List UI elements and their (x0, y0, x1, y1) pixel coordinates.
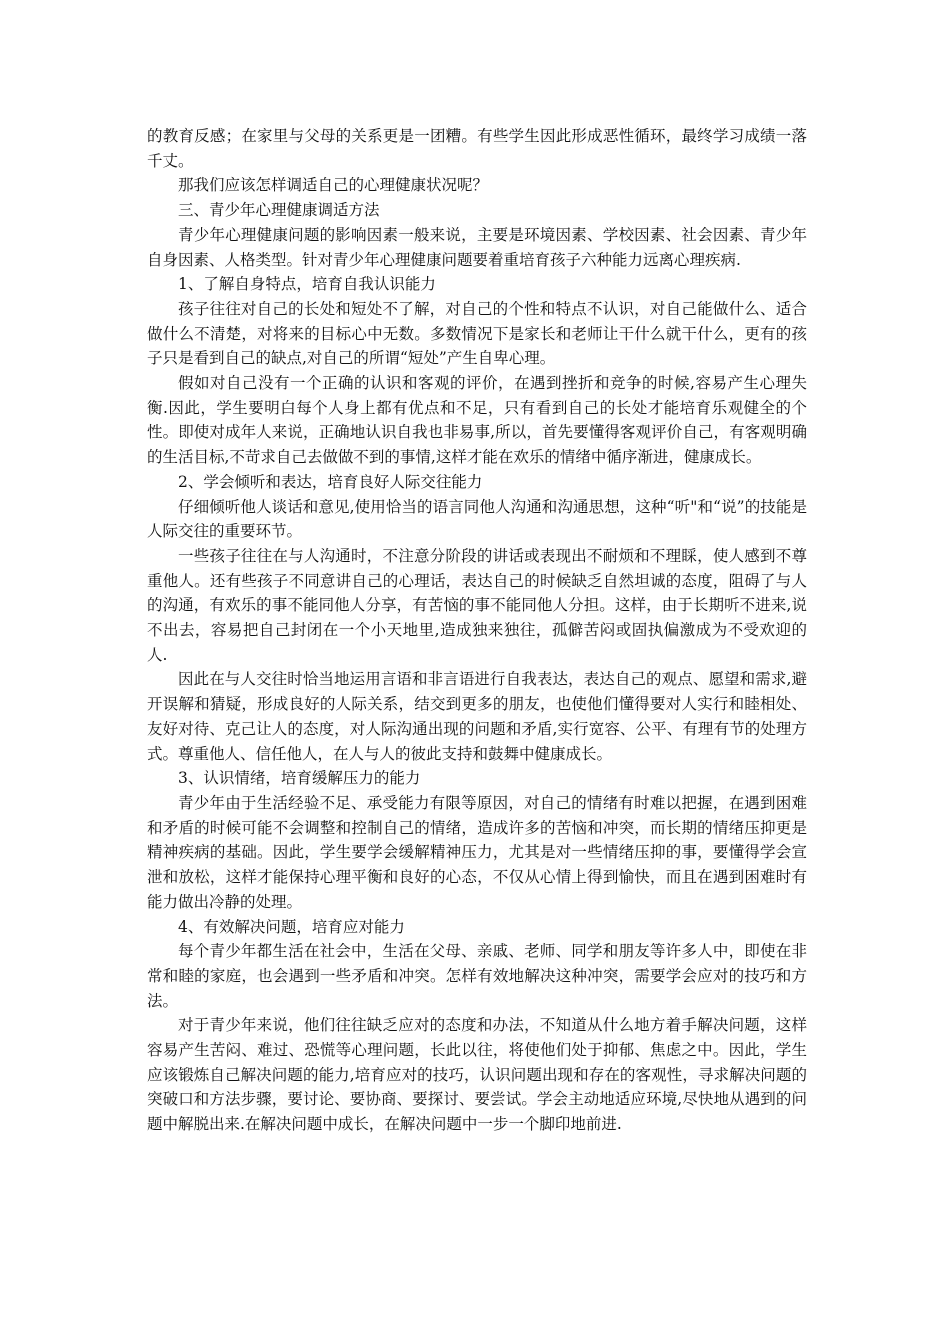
subheading-1: 1、了解自身特点，培育自我认识能力 (178, 275, 436, 294)
subheading-2: 2、学会倾听和表达，培育良好人际交往能力 (178, 472, 483, 491)
document-body (147, 124, 807, 1137)
paragraph-1b: 假如对自己没有一个正确的认识和客观的评价，在遇到挫折和竞争的时候,容易产生心理失衡.因此，学生要明白每个人身上都有优点和不足，只有看到自己的长处才能培育乐观健全的个性。即使对成年人来说，正确地认识自我也非易事,所以，首先要懂得客观评价自己，有客观明确的生活目标,不苛求自己去做做不到的事情,这样才能在欢乐的情绪中循序渐进，健康成长。 (147, 374, 807, 467)
paragraph-1a: 孩子往往对自己的长处和短处不了解，对自己的个性和特点不认识，对自己能做什么、适合做什么不清楚，对将来的目标心中无数。多数情况下是家长和老师让干什么就干什么，更有的孩子只是看到自己的缺点,对自己的所谓“短处”产生自卑心理。 (147, 299, 807, 368)
paragraph-question: 那我们应该怎样调适自己的心理健康状况呢？ (178, 176, 489, 195)
paragraph-2c: 因此在与人交往时恰当地运用言语和非言语进行自我表达，表达自己的观点、愿望和需求,避开误解和猜疑，形成良好的人际关系，结交到更多的朋友，也使他们懂得要对人实行和睦相处、友好对待、克己让人的态度，对人际沟通出现的问题和矛盾,实行宽容、公平、有理有节的处理方式。尊重他人、信任他人，在人与人的彼此支持和鼓舞中健康成长。 (147, 670, 807, 763)
paragraph-2a: 仔细倾听他人谈话和意见,使用恰当的语言同他人沟通和沟通思想，这种“听"和“说”的技能是人际交往的重要环节。 (147, 497, 807, 541)
paragraph-4b: 对于青少年来说，他们往往缺乏应对的态度和办法，不知道从什么地方着手解决问题，这样容易产生苦闷、难过、恐慌等心理问题，长此以往，将使他们处于抑郁、焦虑之中。因此，学生应该锻炼自己解决问题的能力,培育应对的技巧，认识问题出现和存在的客观性，寻求解决问题的突破口和方法步骤，要讨论、要协商、要探讨、要尝试。学会主动地适应环境,尽快地从遇到的问题中解脱出来.在解决问题中成长，在解决问题中一步一个脚印地前进. (147, 1016, 807, 1134)
section-heading-3: 三、青少年心理健康调适方法 (178, 201, 380, 220)
paragraph-intro: 青少年心理健康问题的影响因素一般来说，主要是环境因素、学校因素、社会因素、青少年自身因素、人格类型。针对青少年心理健康问题要着重培育孩子六种能力远离心理疾病. (147, 225, 807, 269)
subheading-4: 4、有效解决问题，培育应对能力 (178, 917, 405, 936)
subheading-3: 3、认识情绪，培育缓解压力的能力 (178, 769, 421, 788)
paragraph-4a: 每个青少年都生活在社会中，生活在父母、亲戚、老师、同学和朋友等许多人中，即使在非常和睦的家庭，也会遇到一些矛盾和冲突。怎样有效地解决这种冲突，需要学会应对的技巧和方法。 (147, 942, 807, 1010)
paragraph-3a: 青少年由于生活经验不足、承受能力有限等原因，对自己的情绪有时难以把握，在遇到困难和矛盾的时候可能不会调整和控制自己的情绪，造成许多的苦恼和冲突，而长期的情绪压抑更是精神疾病的基础。因此，学生要学会缓解精神压力，尤其是对一些情绪压抑的事，要懂得学会宣泄和放松，这样才能保持心理平衡和良好的心态，不仅从心情上得到愉快，而且在遇到困难时有能力做出冷静的处理。 (147, 793, 807, 911)
paragraph-2b: 一些孩子往往在与人沟通时，不注意分阶段的讲话或表现出不耐烦和不理睬，使人感到不尊重他人。还有些孩子不同意讲自己的心理话，表达自己的时候缺乏自然坦诚的态度，阻碍了与人的沟通，有欢乐的事不能同他人分享，有苦恼的事不能同他人分担。这样，由于长期听不进来,说不出去，容易把自己封闭在一个小天地里,造成独来独往，孤僻苦闷或固执偏激成为不受欢迎的人. (147, 546, 807, 664)
paragraph-continuation: 的教育反感；在家里与父母的关系更是一团糟。有些学生因此形成恶性循环，最终学习成绩一落千丈。 (147, 127, 807, 170)
